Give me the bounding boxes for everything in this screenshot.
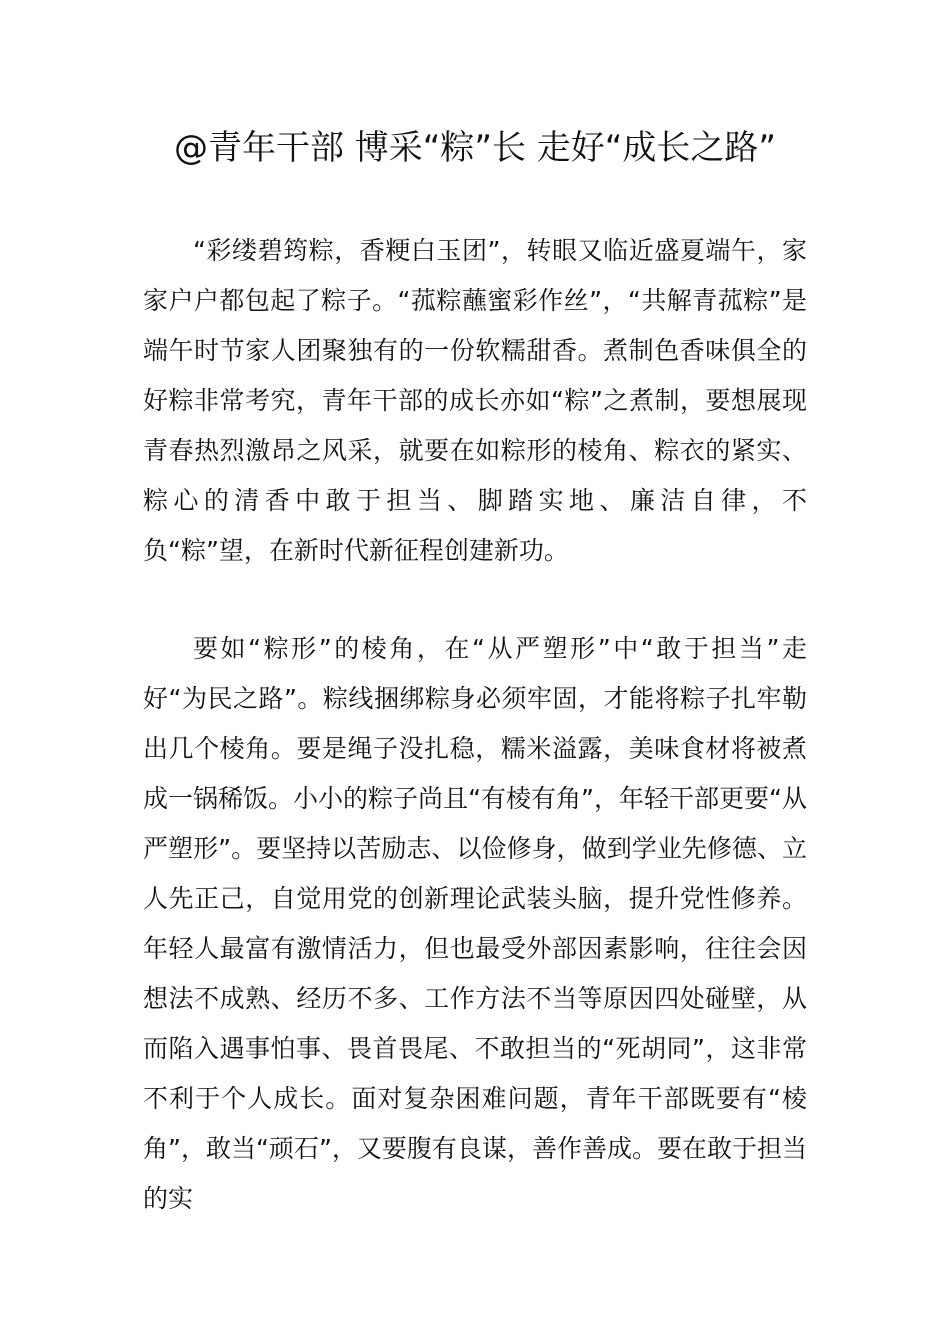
paragraph-zongxing: 要如“粽形”的棱角，在“从严塑形”中“敢于担当”走好“为民之路”。粽线捆绑粽身必须牢固，才能将粽子扎牢勒出几个棱角。要是绳子没扎稳，糯米溢露，美味食材将被煮成一锅稀饭。小小的粽子尚且“有棱有角”，年轻干部更要“从严塑形”。要坚持以苦励志、以俭修身，做到学业先修德、立人先正己，自觉用党的创新理论武装头脑，提升党性修养。年轻人最富有激情活力，但也最受外部因素影响，往往会因想法不成熟、经历不多、工作方法不当等原因四处碰壁，从而陷入遇事怕事、畏首畏尾、不敢担当的“死胡同”，这非常不利于个人成长。面对复杂困难问题，青年干部既要有“棱角”，敢当“顽石”，又要腹有良谋，善作善成。要在敢于担当的实 bbox=[143, 634, 807, 1213]
document-title: @青年干部 博采“粽”长 走好“成长之路” bbox=[173, 128, 777, 168]
paragraph-intro: “彩缕碧筠粽，香粳白玉团”，转眼又临近盛夏端午，家家户户都包起了粽子。“菰粽蘸蜜彩作丝”，“共解青菰粽”是端午时节家人团聚独有的一份软糯甜香。煮制色香味俱全的好粽非常考究，青年干部的成长亦如“粽”之煮制，要想展现青春热烈激昂之风采，就要在如粽形的棱角、粽衣的紧实、粽心的清香中敢于担当、脚踏实地、廉洁自律，不负“粽”望，在新时代新征程创建新功。 bbox=[143, 236, 807, 565]
